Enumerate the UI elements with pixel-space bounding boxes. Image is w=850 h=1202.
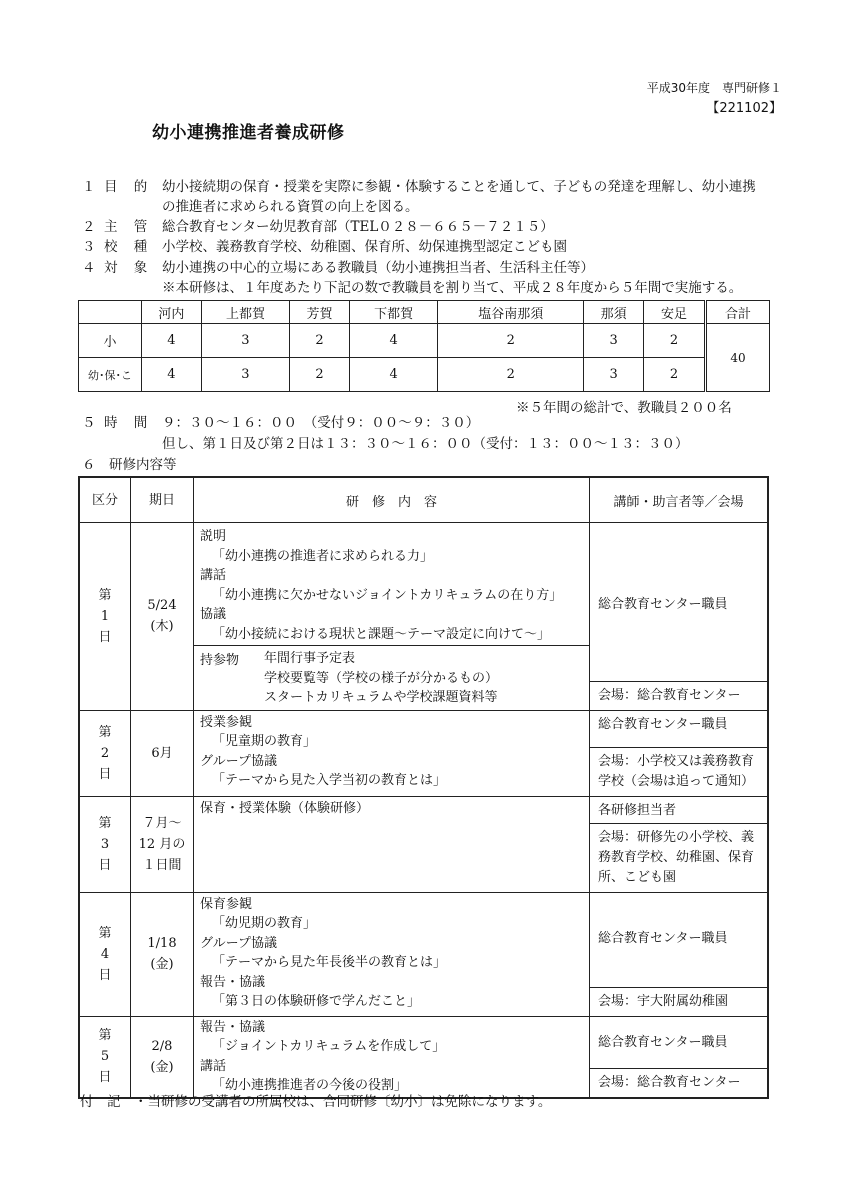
course-code: 【221102】 [706, 101, 782, 116]
item-number: ５ [82, 415, 96, 431]
item-number: ２ [82, 219, 96, 235]
item-number: １ [82, 179, 96, 195]
item-purpose-cont: の推進者に求められる資質の向上を図る。 [162, 199, 419, 215]
content-heading: ６ 研修内容等 [82, 457, 177, 473]
day-date: 1/18 (金) [131, 892, 194, 1016]
quota-total: 40 [706, 324, 770, 392]
schedule-row-day3 [79, 796, 768, 892]
day-content: 授業参観 「児童期の教育」 グループ協議 「テーマから見た入学当初の教育とは」 [194, 710, 590, 796]
quota-note: ※５年間の総計で、教職員２００名 [516, 400, 732, 416]
day-label: 第 4 日 [79, 892, 131, 1016]
schedule-row-day1 [79, 523, 768, 711]
item-label: 対 象 [104, 260, 154, 276]
quota-cell: 3 [584, 324, 644, 358]
quota-header-cell: 下都賀 [349, 301, 437, 324]
day-venue: 会場：小学校又は義務教育 学校（会場は追って通知） [590, 747, 767, 796]
quota-cell: 2 [290, 358, 350, 392]
quota-header-cell: 那須 [584, 301, 644, 324]
quota-cell: 2 [438, 358, 584, 392]
item-text: 総合教育センター幼児教育部（TEL０２８－６６５－７２１５） [162, 219, 554, 235]
day-label: 第 5 日 [79, 1016, 131, 1098]
item-text: 幼小接続期の保育・授業を実際に参観・体験することを通して、子どもの発達を理解し、幼小連携 [162, 179, 756, 195]
day-date: 2/8 (金) [131, 1016, 194, 1098]
footnote-text: ・当研修の受講者の所属校は、合同研修〔幼小〕は免除になります。 [134, 1094, 552, 1110]
item-label: 主 管 [104, 219, 154, 235]
item-target [82, 259, 594, 277]
item-text: 小学校、義務教育学校、幼稚園、保育所、幼保連携型認定こども園 [162, 239, 567, 255]
quota-cell: 3 [584, 358, 644, 392]
schedule-table [78, 476, 769, 1099]
day-label: 第 1 日 [79, 523, 131, 711]
item-text: 幼小連携の中心的立場にある教職員（幼小連携担当者、生活科主任等） [162, 260, 594, 276]
page-title: 幼小連携推進者養成研修 [152, 123, 345, 143]
schedule-row-day5 [79, 1016, 768, 1098]
quota-cell: 4 [142, 324, 202, 358]
quota-cell: 3 [201, 358, 289, 392]
day-content: 保育参観 「幼児期の教育」 グループ協議 「テーマから見た年長後半の教育とは」 報告・協議 「第３日の体験研修で学んだこと」 [194, 892, 590, 1016]
quota-cell: 4 [142, 358, 202, 392]
quota-cell: 2 [644, 324, 706, 358]
day-content: 保育・授業体験（体験研修） [194, 796, 590, 892]
quota-header-cell [79, 301, 142, 324]
schedule-header-cell: 講師・助言者等／会場 [590, 477, 769, 523]
schedule-header-cell: 区分 [79, 477, 131, 523]
schedule-row-day2 [79, 710, 768, 796]
quota-cell: 2 [644, 358, 706, 392]
item-text: ９：３０～１６：００ （受付９：００～９：３０） [162, 415, 480, 431]
schedule-header-cell: 期日 [131, 477, 194, 523]
quota-row-label: 小 [79, 324, 142, 358]
fiscal-year-label: 平成30年度 専門研修１ [646, 81, 782, 95]
day-label: 第 3 日 [79, 796, 131, 892]
quota-cell: 4 [349, 324, 437, 358]
quota-row-label: 幼･保･こ [79, 358, 142, 392]
quota-header-row [79, 301, 770, 324]
quota-cell: 3 [201, 324, 289, 358]
item-purpose [82, 178, 756, 196]
day-instructor: 総合教育センター職員 会場：総合教育センター [590, 523, 769, 711]
quota-header-cell: 合計 [706, 301, 770, 324]
quota-header-cell: 上都賀 [201, 301, 289, 324]
quota-table [78, 300, 770, 392]
footnote-label: 付 記 [80, 1094, 121, 1110]
day-instructor: 総合教育センター職員 会場：総合教育センター [590, 1016, 769, 1098]
day-instructor: 総合教育センター職員 会場：小学校又は義務教育 学校（会場は追って通知） [590, 710, 769, 796]
quota-row [79, 358, 770, 392]
item-school-types [82, 238, 567, 256]
item-label: 目 的 [104, 179, 154, 195]
item-label: 校 種 [104, 239, 154, 255]
day-date: ７月～ 12 月の １日間 [131, 796, 194, 892]
day-content: 報告・協議 「ジョイントカリキュラムを作成して」 講話 「幼小連携推進者の今後の役割」 [194, 1016, 590, 1098]
schedule-row-day4 [79, 892, 768, 1016]
day-date: 6月 [131, 710, 194, 796]
day-content: 説明 「幼小連携の推進者に求められる力」 講話 「幼小連携に欠かせないジョイントカリキュラムの在り方」 協議 「幼小接続における現状と課題～テーマ設定に向けて～」 持参物 年間行事予定表 学校要覧等（学校の様子が分かるもの） スタートカリキュラムや学校課題資料等 [194, 523, 590, 711]
quota-header-cell: 芳賀 [290, 301, 350, 324]
day-instructor: 各研修担当者 会場：研修先の小学校、義 務教育学校、幼稚園、保育 所、こども園 [590, 796, 769, 892]
schedule-header-row [79, 477, 768, 523]
day-date: 5/24 (木) [131, 523, 194, 711]
day-label: 第 2 日 [79, 710, 131, 796]
item-target-note: ※本研修は、１年度あたり下記の数で教職員を割り当て、平成２８年度から５年間で実施する。 [162, 280, 743, 296]
quota-row [79, 324, 770, 358]
item-time [82, 414, 479, 432]
footnote [80, 1090, 551, 1110]
quota-cell: 4 [349, 358, 437, 392]
day-venue: 会場：宇大附属幼稚園 [590, 987, 767, 1016]
item-time-note: 但し、第１日及び第２日は１３：３０～１６：００（受付：１３：００～１３：３０） [162, 436, 689, 452]
item-management [82, 218, 554, 236]
quota-cell: 2 [290, 324, 350, 358]
day-bring-items: 持参物 年間行事予定表 学校要覧等（学校の様子が分かるもの） スタートカリキュラムや学校課題資料等 [194, 645, 589, 710]
day-venue: 会場：研修先の小学校、義 務教育学校、幼稚園、保育 所、こども園 [590, 823, 767, 892]
day-venue: 会場：総合教育センター [590, 681, 767, 710]
quota-header-cell: 河内 [142, 301, 202, 324]
day-venue: 会場：総合教育センター [590, 1068, 767, 1097]
quota-cell: 2 [438, 324, 584, 358]
schedule-header-cell: 研 修 内 容 [194, 477, 590, 523]
item-number: ４ [82, 260, 96, 276]
item-number: ３ [82, 239, 96, 255]
day-instructor: 総合教育センター職員 会場：宇大附属幼稚園 [590, 892, 769, 1016]
quota-header-cell: 安足 [644, 301, 706, 324]
quota-header-cell: 塩谷南那須 [438, 301, 584, 324]
item-label: 時 間 [104, 415, 154, 431]
